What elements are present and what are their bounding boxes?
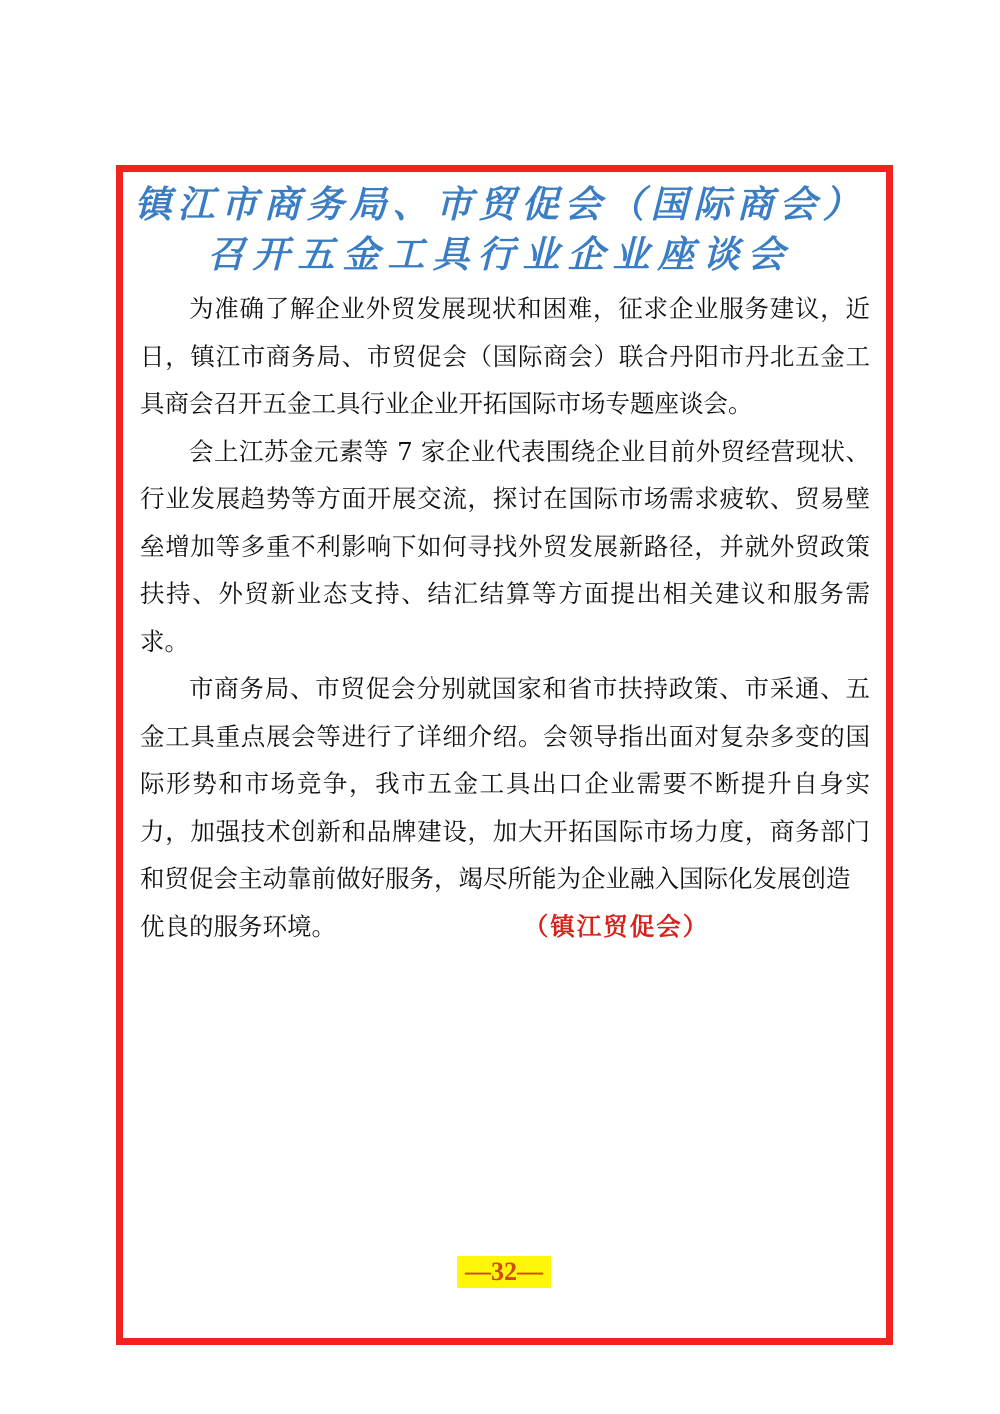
article-title-line-1: 镇江市商务局、市贸促会（国际商会） [134, 182, 866, 226]
page-number: —32— [457, 1256, 551, 1288]
paragraph-1: 为准确了解企业外贸发展现状和困难，征求企业服务建议，近日，镇江市商务局、市贸促会（国际商会）联合丹阳市丹北五金工具商会召开五金工具行业企业开拓国际市场专题座谈会。 [140, 294, 870, 418]
paragraph-3: 市商务局、市贸促会分别就国家和省市扶持政策、市采通、五金工具重点展会等进行了详细介绍。会领导指出面对复杂多变的国际形势和市场竞争，我市五金工具出口企业需要不断提升自身实力，加强技术创新和品牌建设，加大开拓国际市场力度，商务部门和贸促会主动靠前做好服务，竭尽所能为企业融入国际化发展创造 [140, 674, 870, 893]
source-attribution: （镇江贸促会） [536, 911, 710, 941]
closing-line [140, 903, 870, 951]
article-title-line-2: 召开五金工具行业企业座谈会 [207, 232, 793, 276]
article-body [140, 285, 870, 950]
paragraph-2: 会上江苏金元素等 7 家企业代表围绕企业目前外贸经营现状、行业发展趋势等方面开展交流，探讨在国际市场需求疲软、贸易壁垒增加等多重不利影响下如何寻找外贸发展新路径，并就外贸政策扶持、外贸新业态支持、结汇结算等方面提出相关建议和服务需求。 [140, 436, 870, 656]
paragraph-3-end: 优良的服务环境。 [140, 911, 336, 941]
